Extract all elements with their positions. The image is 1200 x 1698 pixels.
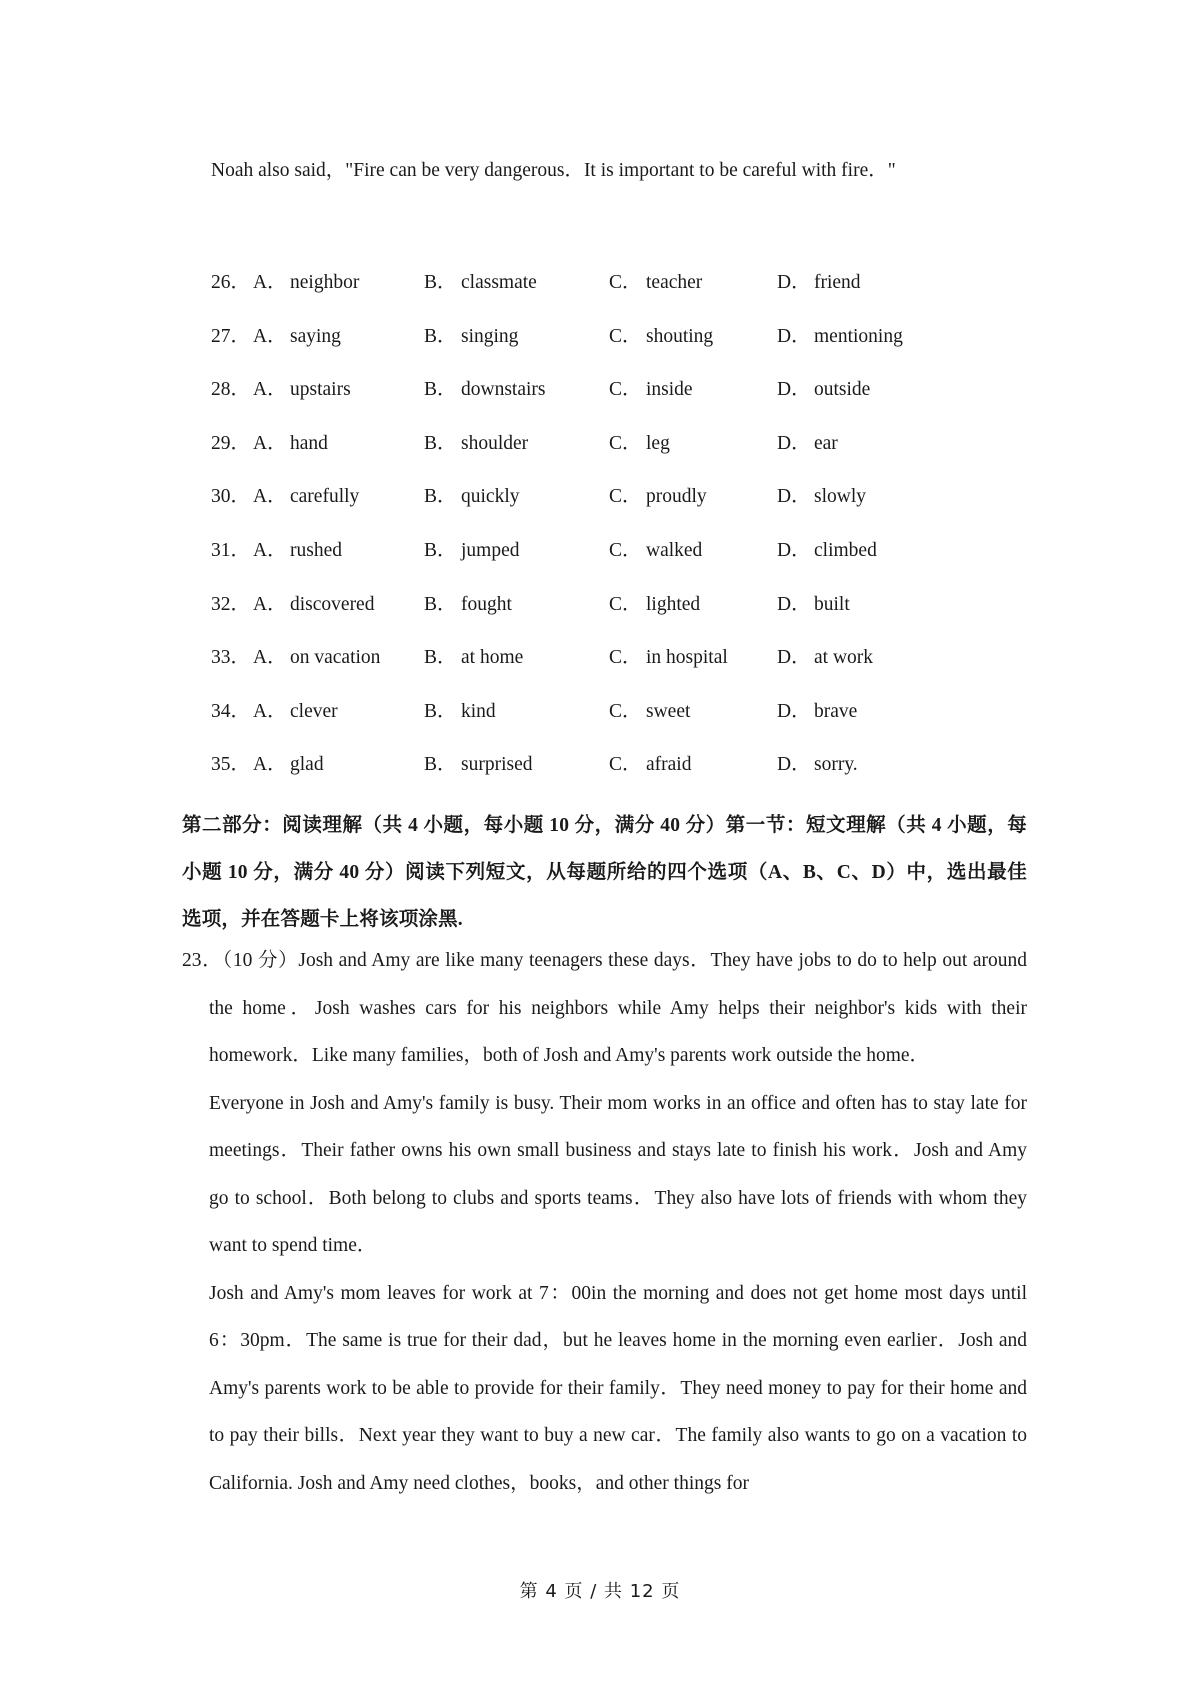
option-text: shoulder: [461, 432, 529, 454]
question-number: 26．: [211, 272, 251, 293]
option-letter: B．: [424, 593, 457, 615]
option-letter: B．: [424, 272, 457, 293]
option-d: [777, 484, 866, 510]
question-number: 32．: [211, 593, 251, 615]
option-text: surprised: [461, 754, 533, 776]
option-c: [609, 270, 702, 296]
option-letter: A．: [253, 379, 287, 401]
option-a: [253, 431, 328, 457]
option-text: downstairs: [461, 379, 546, 401]
question-number: 33．: [211, 647, 251, 669]
option-b: [424, 484, 520, 510]
question-number: 31．: [211, 539, 251, 561]
option-letter: D．: [777, 486, 811, 508]
option-a: [253, 645, 380, 671]
option-row: [211, 538, 971, 592]
option-c: [609, 752, 691, 778]
option-letter: D．: [777, 432, 811, 454]
option-b: [424, 699, 496, 725]
option-text: shouting: [646, 325, 714, 347]
option-c: [609, 538, 702, 564]
option-text: teacher: [646, 272, 703, 293]
option-letter: A．: [253, 593, 287, 615]
passage-paragraph-2: Everyone in Josh and Amy's family is busy. Their mom works in an office and often has to stay late for meetings．Their father owns his own small business and stays late to finish his work．Josh and Amy go to school．Both belong to clubs and sports teams．They also have lots of friends with whom they want to spend time．: [209, 1092, 1027, 1256]
option-text: hand: [290, 432, 328, 454]
option-c: [609, 324, 713, 350]
question-number: 30．: [211, 486, 251, 508]
option-a: [253, 699, 338, 725]
option-d: [777, 592, 850, 618]
option-a: [253, 592, 374, 618]
option-row: [211, 484, 971, 538]
option-text: brave: [814, 700, 858, 722]
option-d: [777, 699, 857, 725]
option-text: in hospital: [646, 647, 728, 669]
option-text: at home: [461, 647, 524, 669]
question-number: 35．: [211, 754, 251, 776]
option-text: rushed: [290, 539, 342, 561]
option-letter: D．: [777, 539, 811, 561]
option-c: [609, 699, 690, 725]
option-b: [424, 431, 528, 457]
option-letter: D．: [777, 754, 811, 776]
option-text: glad: [290, 754, 324, 776]
option-letter: B．: [424, 432, 457, 454]
option-letter: A．: [253, 700, 287, 722]
option-letter: A．: [253, 432, 287, 454]
section-instructions-text: 第二部分：阅读理解（共 4 小题，每小题 10 分，满分 40 分）第一节：短文理解（共 4 小题，每小题 10 分，满分 40 分）阅读下列短文，从每题所给的四个选项（A、B、C、D）中，选出最佳选项，并在答题卡上将该项涂黑.: [182, 815, 1027, 930]
option-letter: B．: [424, 647, 457, 669]
option-letter: B．: [424, 539, 457, 561]
option-d: [777, 270, 861, 296]
option-letter: C．: [609, 486, 642, 508]
option-text: upstairs: [290, 379, 351, 401]
option-letter: B．: [424, 379, 457, 401]
option-row: [211, 592, 971, 646]
option-a: [253, 538, 342, 564]
option-text: sorry.: [814, 754, 858, 776]
page-footer: 第 4 页 / 共 12 页: [519, 1581, 681, 1602]
option-text: discovered: [290, 593, 375, 615]
cloze-options-list: [211, 270, 971, 806]
option-text: singing: [461, 325, 519, 347]
option-b: [424, 752, 533, 778]
option-letter: C．: [609, 272, 642, 293]
option-d: [777, 431, 838, 457]
option-letter: B．: [424, 700, 457, 722]
option-letter: C．: [609, 379, 642, 401]
question-number: 29．: [211, 432, 251, 454]
option-text: on vacation: [290, 647, 381, 669]
option-letter: A．: [253, 647, 287, 669]
option-text: afraid: [646, 754, 692, 776]
option-text: leg: [646, 432, 670, 454]
option-row: [211, 377, 971, 431]
option-text: slowly: [814, 486, 867, 508]
option-a: [253, 324, 341, 350]
option-letter: C．: [609, 432, 642, 454]
option-a: [253, 752, 324, 778]
option-letter: A．: [253, 272, 287, 293]
option-letter: C．: [609, 647, 642, 669]
option-letter: D．: [777, 700, 811, 722]
option-text: walked: [646, 539, 703, 561]
option-letter: B．: [424, 754, 457, 776]
option-letter: C．: [609, 325, 642, 347]
option-d: [777, 645, 873, 671]
option-text: mentioning: [814, 325, 903, 347]
option-a: [253, 484, 359, 510]
option-c: [609, 431, 670, 457]
option-text: classmate: [461, 272, 537, 293]
option-text: neighbor: [290, 272, 360, 293]
option-text: sweet: [646, 700, 691, 722]
option-text: jumped: [461, 539, 520, 561]
option-c: [609, 484, 707, 510]
option-letter: C．: [609, 754, 642, 776]
option-d: [777, 324, 903, 350]
option-text: at work: [814, 647, 874, 669]
option-d: [777, 538, 877, 564]
option-text: quickly: [461, 486, 520, 508]
option-b: [424, 538, 520, 564]
option-letter: D．: [777, 325, 811, 347]
question-number: 27．: [211, 325, 251, 347]
option-a: [253, 377, 351, 403]
option-text: lighted: [646, 593, 701, 615]
option-text: fought: [461, 593, 512, 615]
reading-passage: [182, 937, 1027, 1507]
option-a: [253, 270, 359, 296]
option-letter: A．: [253, 539, 287, 561]
option-text: built: [814, 593, 850, 615]
option-b: [424, 645, 523, 671]
option-row: [211, 699, 971, 753]
option-text: outside: [814, 379, 871, 401]
option-row: [211, 752, 971, 806]
option-text: kind: [461, 700, 496, 722]
option-text: climbed: [814, 539, 877, 561]
option-letter: D．: [777, 272, 811, 293]
passage-question-head: 23．（10 分）Josh and Amy are like many teenagers these days．They have jobs to do to help out around the home．Josh washes cars for his neighbors while Amy helps their neighbor's kids with their homework．Like many families，both of Josh and Amy's parents work outside the home．: [182, 950, 1027, 1066]
option-letter: D．: [777, 379, 811, 401]
question-number: 34．: [211, 700, 251, 722]
option-letter: D．: [777, 647, 811, 669]
option-b: [424, 270, 537, 296]
option-text: friend: [814, 272, 861, 293]
option-c: [609, 377, 693, 403]
option-b: [424, 592, 512, 618]
option-text: ear: [814, 432, 838, 454]
option-letter: D．: [777, 593, 811, 615]
option-letter: B．: [424, 325, 457, 347]
option-d: [777, 752, 858, 778]
section-instructions: [182, 802, 1027, 943]
option-letter: A．: [253, 325, 287, 347]
option-text: carefully: [290, 486, 360, 508]
option-b: [424, 377, 546, 403]
option-d: [777, 377, 870, 403]
passage-paragraph-3: Josh and Amy's mom leaves for work at 7：00in the morning and does not get home most days until 6：30pm．The same is true for their dad，but he leaves home in the morning even earlier．Josh and Amy's parents work to be able to provide for their family．They need money to pay for their home and to pay their bills．Next year they want to buy a new car．The family also wants to go on a vacation to California. Josh and Amy need clothes，books，and other things for: [209, 1282, 1027, 1494]
option-c: [609, 645, 728, 671]
option-letter: A．: [253, 486, 287, 508]
question-number: 28．: [211, 379, 251, 401]
option-letter: C．: [609, 593, 642, 615]
option-letter: B．: [424, 486, 457, 508]
option-letter: C．: [609, 539, 642, 561]
option-c: [609, 592, 700, 618]
option-b: [424, 324, 518, 350]
intro-sentence: Noah also said，"Fire can be very dangerous．It is important to be careful with fire．": [211, 160, 896, 181]
option-row: [211, 270, 971, 324]
option-text: proudly: [646, 486, 707, 508]
option-text: saying: [290, 325, 341, 347]
option-row: [211, 324, 971, 378]
option-row: [211, 645, 971, 699]
option-letter: A．: [253, 754, 287, 776]
option-text: clever: [290, 700, 338, 722]
option-text: inside: [646, 379, 693, 401]
option-row: [211, 431, 971, 485]
option-letter: C．: [609, 700, 642, 722]
